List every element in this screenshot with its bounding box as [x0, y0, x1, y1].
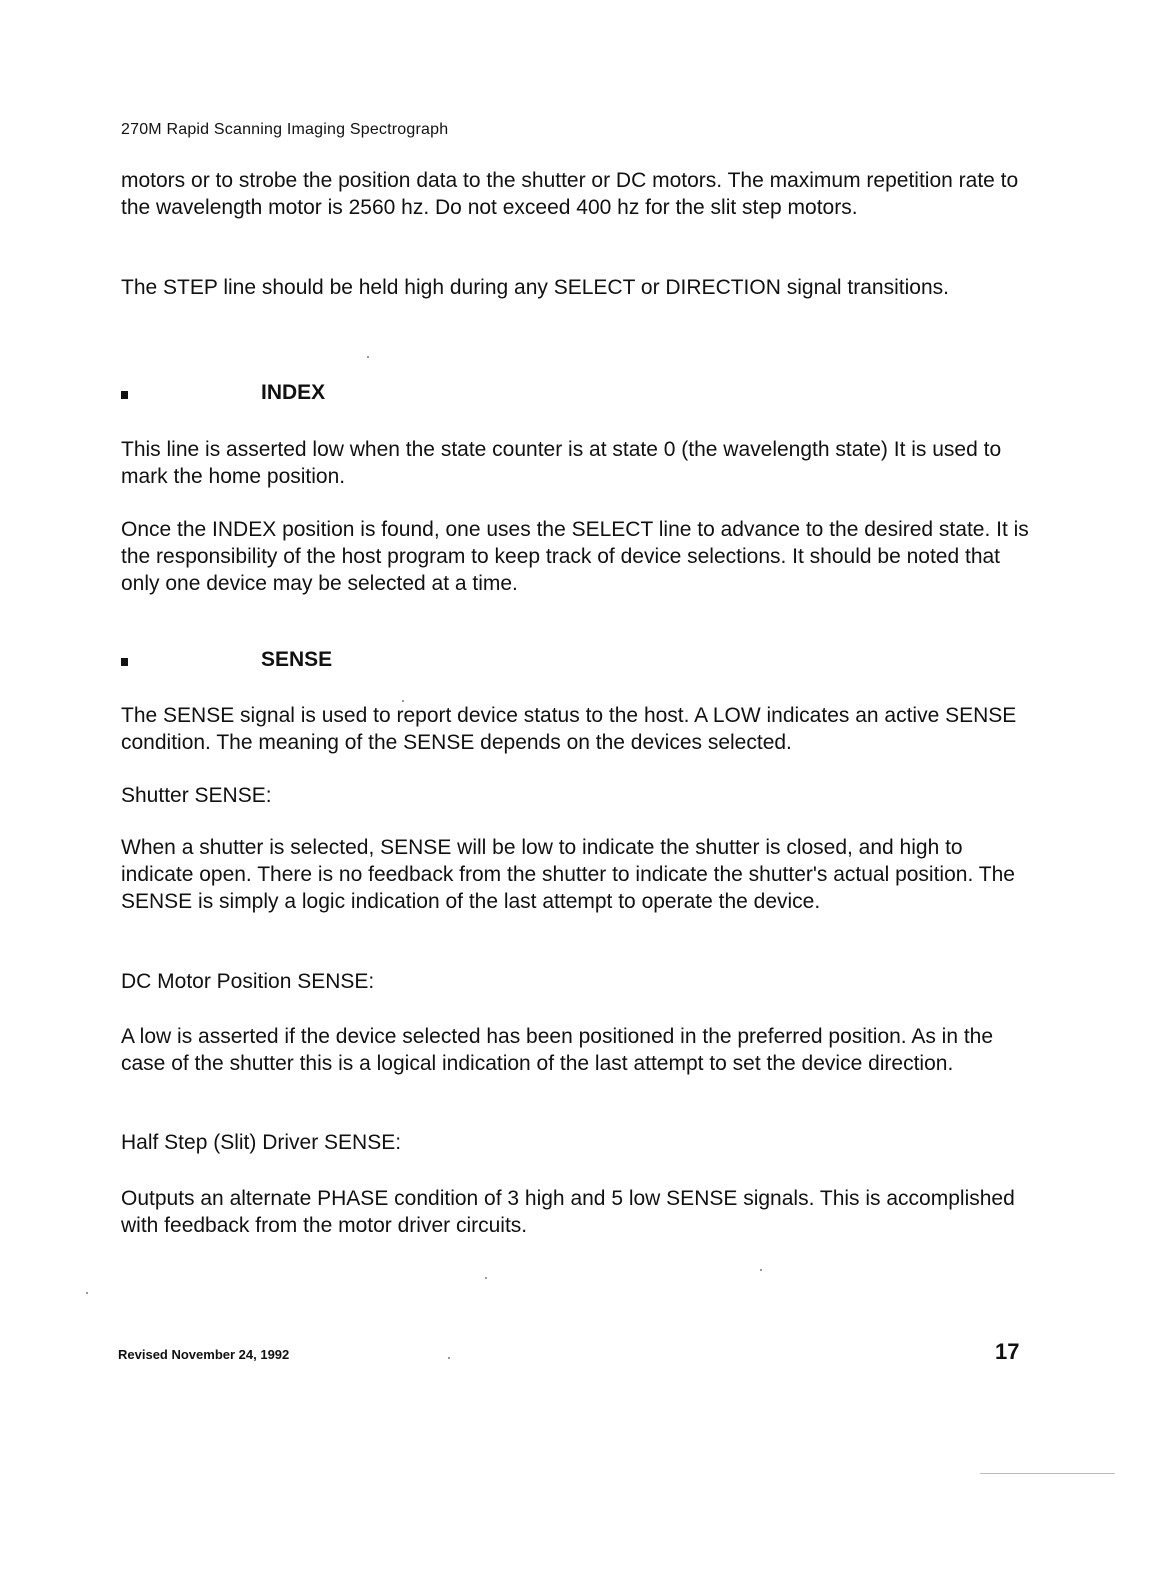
paragraph-half-step-sense: Outputs an alternate PHASE condition of 3 high and 5 low SENSE signals. This is accomplished with feedback from the motor driver circuits.: [121, 1187, 1015, 1237]
scan-speck: [448, 1357, 450, 1359]
paragraph-step-motors: motors or to strobe the position data to the shutter or DC motors. The maximum repetition rate to the wavelength motor is 2560 hz. Do not exceed 400 hz for the slit step motors.: [121, 169, 1019, 219]
running-header: 270M Rapid Scanning Imaging Spectrograph: [121, 121, 449, 138]
bullet-square-icon: [121, 658, 128, 666]
subheading-half-step-sense: Half Step (Slit) Driver SENSE:: [121, 1131, 402, 1154]
paragraph-shutter-sense: When a shutter is selected, SENSE will be low to indicate the shutter is closed, and high to indicate open. There is no feedback from the shutter to indicate the shutter's actual position. The SENSE is simply a logic indication of the last attempt to operate the device.: [121, 836, 1015, 913]
scan-speck: [402, 700, 404, 702]
section-title-sense: SENSE: [261, 648, 333, 671]
page-number: 17: [995, 1339, 1020, 1364]
paragraph-index-line: This line is asserted low when the state counter is at state 0 (the wavelength state) It is used to mark the home position.: [121, 438, 1002, 488]
scan-speck: [367, 356, 369, 358]
scan-speck: [86, 1292, 88, 1294]
scan-speck: [485, 1277, 487, 1279]
subheading-dc-motor-sense: DC Motor Position SENSE:: [121, 970, 375, 993]
scan-edge-line: [980, 1473, 1115, 1474]
paragraph-dc-motor-sense: A low is asserted if the device selected has been positioned in the preferred position. As in the case of the shutter this is a logical indication of the last attempt to set the device direction.: [121, 1025, 994, 1075]
paragraph-step-line: The STEP line should be held high during any SELECT or DIRECTION signal transitions.: [121, 276, 949, 299]
scan-speck: [760, 1269, 762, 1271]
subheading-shutter-sense: Shutter SENSE:: [121, 784, 272, 807]
revision-date: Revised November 24, 1992: [118, 1347, 290, 1362]
paragraph-sense-signal: The SENSE signal is used to report device status to the host. A LOW indicates an active SENSE condition. The meaning of the SENSE depends on the devices selected.: [121, 704, 1017, 754]
bullet-square-icon: [121, 391, 128, 399]
paragraph-index-position: Once the INDEX position is found, one uses the SELECT line to advance to the desired state. It is the responsibility of the host program to keep track of device selections. It should be noted that only one device may be selected at a time.: [121, 518, 1029, 595]
section-title-index: INDEX: [261, 381, 326, 404]
